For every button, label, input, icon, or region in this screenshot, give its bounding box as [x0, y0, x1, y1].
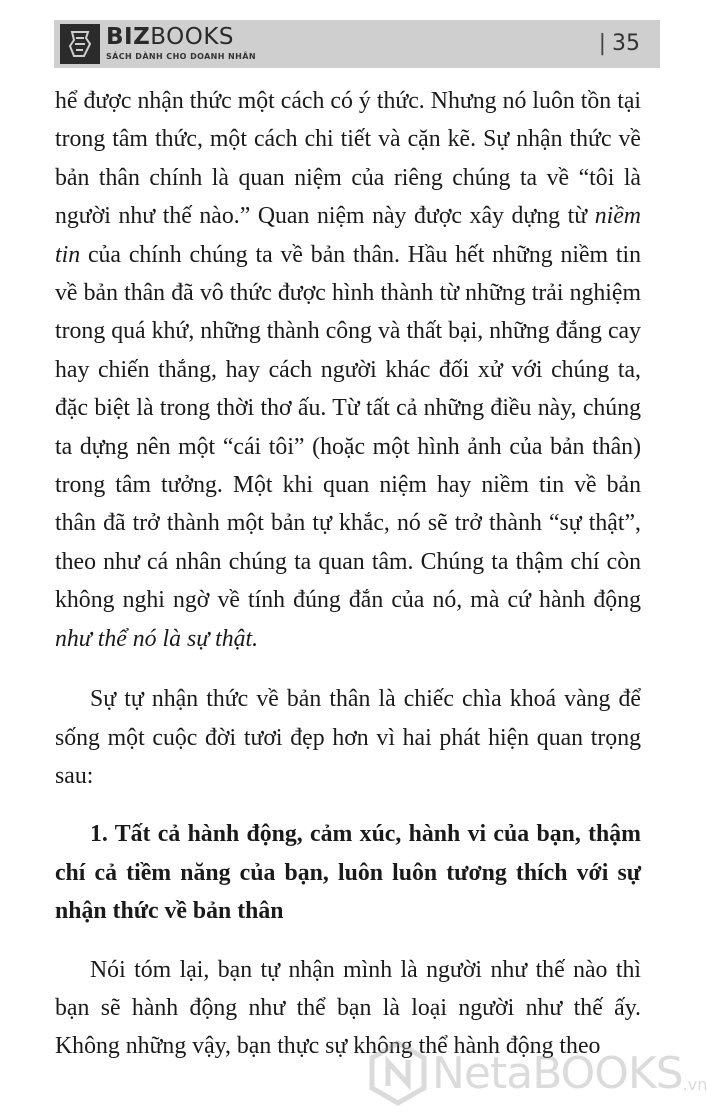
brand-tagline: SÁCH DÀNH CHO DOANH NHÂN — [106, 52, 256, 61]
bizbooks-logo-icon — [60, 24, 100, 64]
section-heading: 1. Tất cả hành động, cảm xúc, hành vi của bạn, thậm chí cả tiềm năng của bạn, luôn luôn tương thích với sự nhận thức về bản thân — [55, 821, 641, 925]
watermark-suffix: .vn — [682, 1075, 707, 1094]
page-content — [55, 82, 641, 1066]
watermark-text: NetaBOOKS — [432, 1047, 683, 1099]
paragraph-1: hể được nhận thức một cách có ý thức. Nhưng nó luôn tồn tại trong tâm thức, một cách chi tiết và cặn kẽ. Sự nhận thức về bản thân chính là quan niệm của riêng chúng ta về “tôi là người như thế nào.” Quan niệm này được xây dựng từ niềm tin của chính chúng ta về bản thân. Hầu hết những niềm tin về bản thân đã vô thức được hình thành từ những trải nghiệm trong quá khứ, những thành công và thất bại, những đắng cay hay chiến thắng, hay cách người khác đối xử với chúng ta, đặc biệt là trong thời thơ ấu. Từ tất cả những điều này, chúng ta dựng nên một “cái tôi” (hoặc một hình ảnh của bản thân) trong tâm tưởng. Một khi quan niệm hay niềm tin về bản thân đã trở thành một bản tự khắc, nó sẽ trở thành “sự thật”, theo như cá nhân chúng ta quan tâm. Chúng ta thậm chí còn không nghi ngờ về tính đúng đắn của nó, mà cứ hành động như thể nó là sự thật. — [55, 88, 641, 652]
watermark — [368, 1040, 707, 1106]
brand-name: BIZBOOKS — [106, 24, 235, 50]
netabooks-logo-icon — [368, 1040, 428, 1106]
page-number: | 35 — [598, 31, 640, 56]
paragraph-3: Nói tóm lại, bạn tự nhận mình là người như thế nào thì bạn sẽ hành động như thể bạn là loại người như thế ấy. Không những vậy, bạn thực sự không thể hành động theo — [55, 956, 641, 1060]
paragraph-2: Sự tự nhận thức về bản thân là chiếc chìa khoá vàng để sống một cuộc đời tươi đẹp hơn vì hai phát hiện quan trọng sau: — [55, 686, 641, 789]
